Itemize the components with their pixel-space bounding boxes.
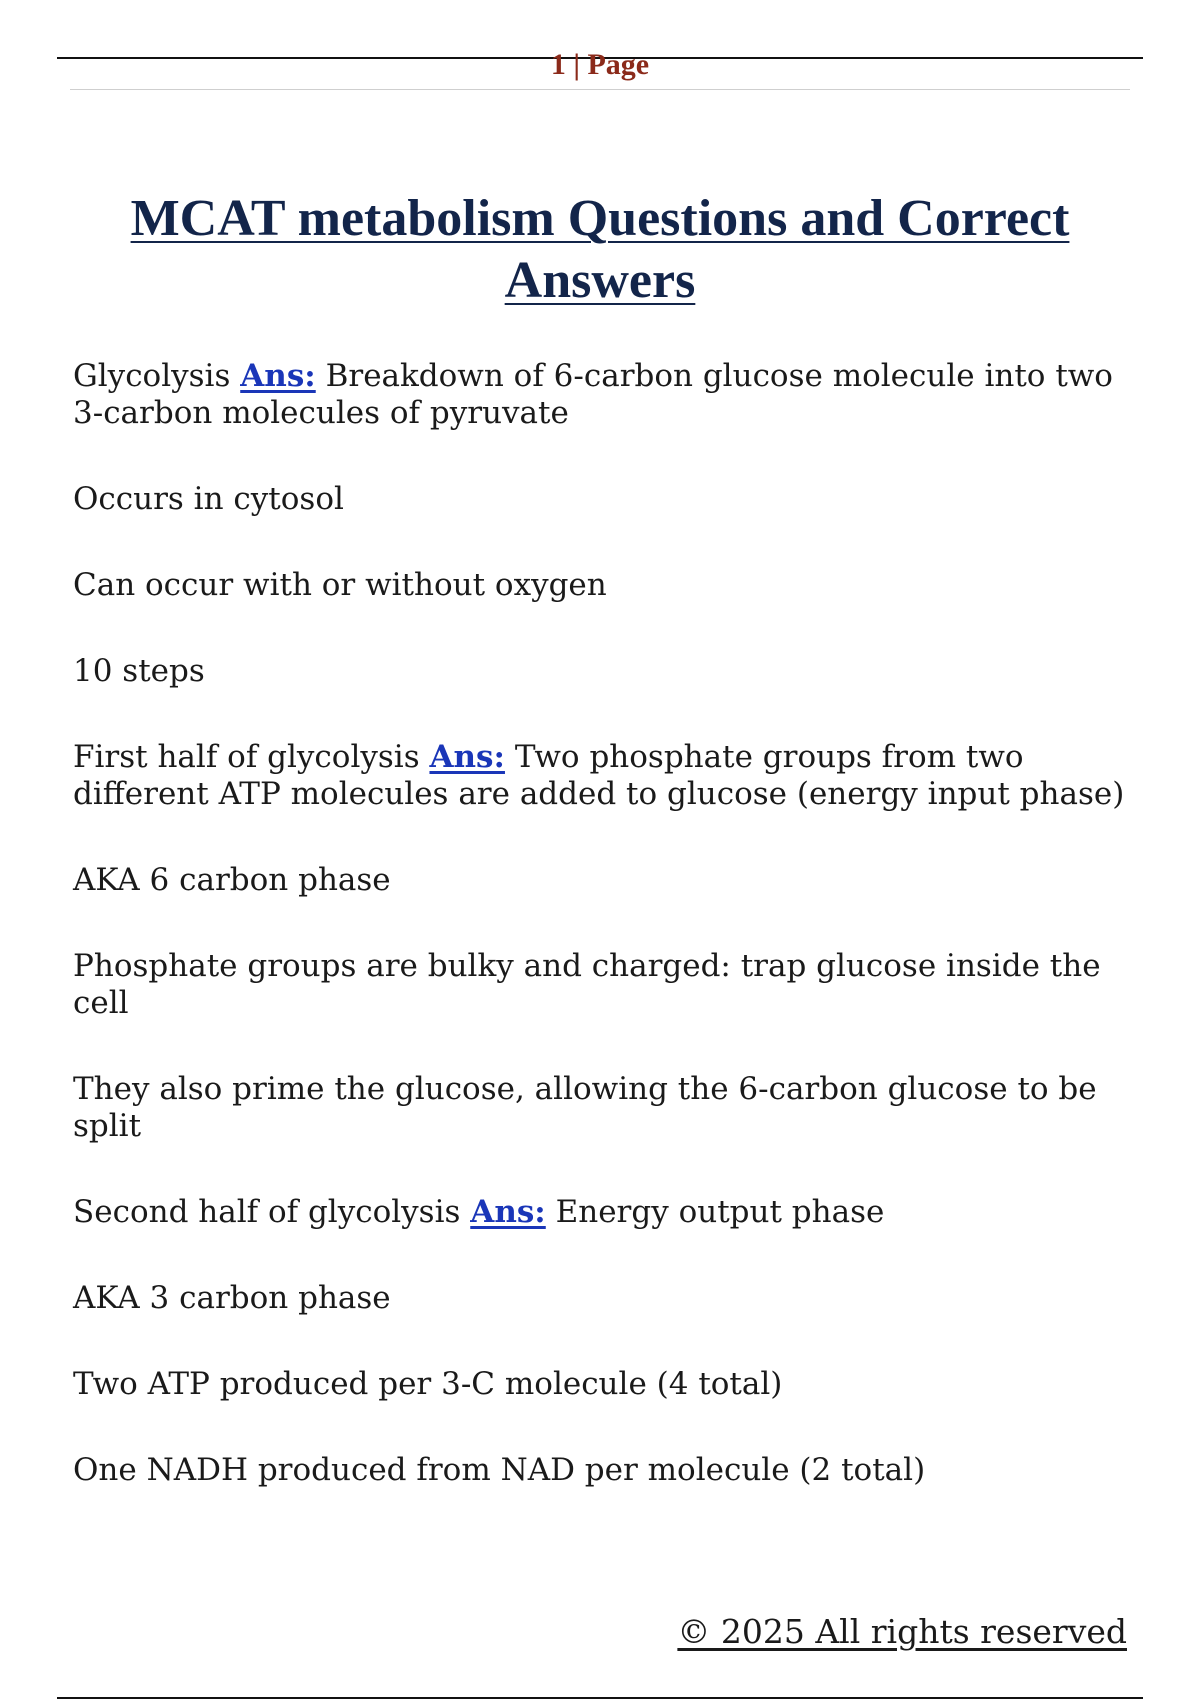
document-body (73, 358, 1133, 1538)
note-item: Occurs in cytosol (73, 481, 344, 517)
answer-text: Energy output phase (545, 1194, 885, 1230)
note-item: AKA 3 carbon phase (73, 1280, 391, 1316)
header-divider (70, 89, 1130, 90)
ans-link[interactable]: Ans: (429, 739, 505, 775)
note-item: Two ATP produced per 3-C molecule (4 total) (73, 1366, 783, 1402)
title-line-2: Answers (504, 252, 696, 309)
qa-item-first-half (73, 739, 1133, 813)
question-text: Glycolysis (73, 358, 241, 394)
qa-item-glycolysis (73, 358, 1133, 432)
ans-link[interactable]: Ans: (470, 1194, 546, 1230)
title-line-1: MCAT metabolism Questions and Correct (130, 190, 1070, 247)
qa-item-second-half (73, 1194, 1133, 1231)
page-number: 1 | Page (550, 48, 650, 81)
note-item: They also prime the glucose, allowing the 6-carbon glucose to be split (73, 1071, 1097, 1144)
question-text: First half of glycolysis (73, 739, 430, 775)
note-item: AKA 6 carbon phase (73, 862, 391, 898)
note-item: Can occur with or without oxygen (73, 567, 607, 603)
page-title (60, 188, 1140, 312)
copyright-footer: © 2025 All rights reserved (677, 1612, 1127, 1651)
ans-link[interactable]: Ans: (240, 358, 316, 394)
answer-text: Two phosphate groups from two different ATP molecules are added to glucose (energy input phase) (73, 739, 1125, 812)
answer-text: Breakdown of 6-carbon glucose molecule into two 3-carbon molecules of pyruvate (73, 358, 1113, 431)
footer-rule (57, 1697, 1143, 1699)
question-text: Second half of glycolysis (73, 1194, 471, 1230)
note-item: 10 steps (73, 653, 205, 689)
note-item: Phosphate groups are bulky and charged: trap glucose inside the cell (73, 948, 1101, 1021)
note-item: One NADH produced from NAD per molecule (2 total) (73, 1452, 926, 1488)
